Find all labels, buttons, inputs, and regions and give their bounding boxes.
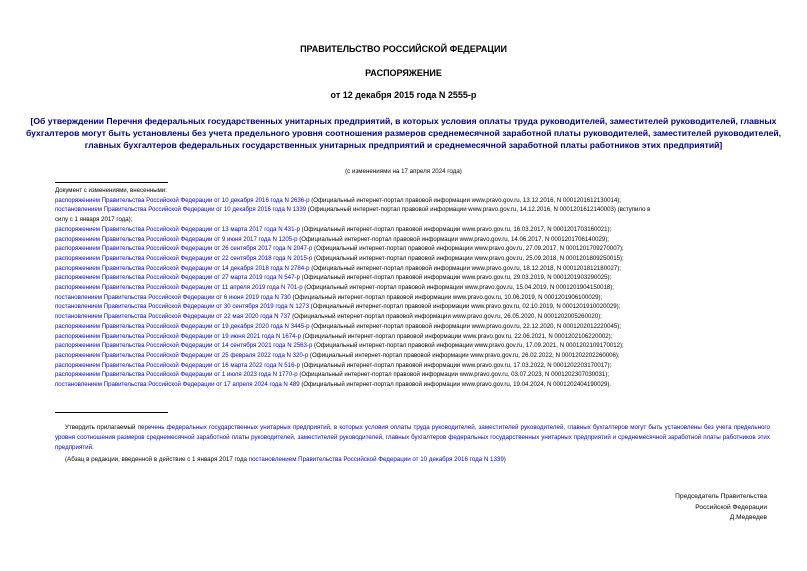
change-details: (Официальный интернет-портал правовой информации www.pravo.gov.ru, 19.04.2024, N 0001202404190029). bbox=[299, 381, 612, 389]
note-suffix: ) bbox=[503, 456, 506, 463]
change-item bbox=[55, 283, 775, 293]
change-link[interactable]: распоряжением Правительства Российской Федерации от 9 июня 2017 года N 1205-р bbox=[55, 235, 298, 243]
main-paragraph bbox=[55, 423, 770, 453]
change-link[interactable]: распоряжением Правительства Российской Федерации от 22 сентября 2018 года N 2015-р bbox=[55, 254, 313, 262]
change-item bbox=[55, 235, 775, 245]
change-item bbox=[55, 293, 775, 303]
change-details: (Официальный интернет-портал правовой информации www.pravo.gov.ru, 17.09.2021, N 0001202109170012); bbox=[312, 342, 624, 350]
change-link[interactable]: распоряжением Правительства Российской Федерации от 16 марта 2022 года N 516-р bbox=[55, 361, 300, 369]
change-link[interactable]: распоряжением Правительства Российской Федерации от 11 апреля 2019 года N 701-р bbox=[55, 284, 303, 292]
change-details: (Официальный интернет-портал правовой информации www.pravo.gov.ru, 26.02.2022, N 0001202202260006); bbox=[308, 351, 620, 359]
change-details: (Официальный интернет-портал правовой информации www.pravo.gov.ru, 26.05.2020, N 0001202005260020); bbox=[290, 313, 602, 321]
change-link[interactable]: распоряжением Правительства Российской Федерации от 26 сентября 2017 года N 2047-р bbox=[55, 245, 313, 253]
change-link[interactable]: распоряжением Правительства Российской Федерации от 1 июля 2023 года N 1770-р bbox=[55, 371, 298, 379]
change-link[interactable]: постановлением Правительства Российской Федерации от 30 сентября 2019 года N 1273 bbox=[55, 303, 309, 311]
change-link[interactable]: постановлением Правительства Российской Федерации от 22 мая 2020 года N 737 bbox=[55, 313, 291, 321]
title-suffix: ] bbox=[719, 140, 723, 150]
change-details: (Официальный интернет-портал правовой информации www.pravo.gov.ru, 02.10.2019, N 0001201910020029); bbox=[308, 303, 621, 311]
change-item bbox=[55, 302, 775, 312]
government-heading: ПРАВИТЕЛЬСТВО РОССИЙСКОЙ ФЕДЕРАЦИИ bbox=[300, 44, 507, 54]
change-item bbox=[55, 196, 775, 206]
signature-title: Председатель Правительства bbox=[675, 493, 767, 500]
revision-note: (с изменениями на 17 апреля 2024 года) bbox=[345, 168, 462, 175]
change-details: (Официальный интернет-портал правовой информации www.pravo.gov.ru, 16.03.2017, N 0001201703160021); bbox=[299, 225, 612, 233]
change-link[interactable]: распоряжением Правительства Российской Федерации от 13 марта 2017 года N 431-р bbox=[55, 225, 300, 233]
signature-org: Российской Федерации bbox=[695, 503, 767, 511]
signature-block bbox=[675, 492, 767, 524]
change-details: (Официальный интернет-портал правовой информации www.pravo.gov.ru, 22.06.2021, N 0001202106220002); bbox=[300, 332, 613, 340]
change-details: (Официальный интернет-портал правовой информации www.pravo.gov.ru, 10.06.2019, N 0001201906100029); bbox=[290, 293, 603, 301]
change-link[interactable]: постановлением Правительства Российской Федерации от 17 апреля 2024 года N 489 bbox=[55, 381, 300, 389]
change-link[interactable]: распоряжением Правительства Российской Федерации от 25 февраля 2022 года N 320-р bbox=[55, 351, 309, 359]
change-details: (Официальный интернет-портал правовой информации www.pravo.gov.ru, 18.12.2018, N 0001201812180027); bbox=[309, 264, 621, 272]
change-item bbox=[55, 341, 775, 351]
change-item bbox=[55, 380, 775, 390]
change-link[interactable]: распоряжением Правительства Российской Федерации от 14 декабря 2018 года N 2784-р bbox=[55, 264, 310, 272]
divider-top bbox=[55, 182, 168, 183]
change-details: (Официальный интернет-портал правовой информации www.pravo.gov.ru, 25.09.2018, N 0001201809250015); bbox=[312, 254, 624, 262]
change-link[interactable]: распоряжением Правительства Российской Федерации от 19 декабря 2020 года N 3445-р bbox=[55, 322, 310, 330]
document-date-number: от 12 декабря 2015 года N 2555-р bbox=[330, 90, 477, 100]
title-prefix: [Об утверждении bbox=[30, 116, 107, 126]
signature-name: Д.Медведев bbox=[729, 514, 767, 521]
change-item bbox=[55, 244, 775, 254]
change-details: (Официальный интернет-портал правовой информации www.pravo.gov.ru, 03.07.2023, N 0001202307030031); bbox=[297, 371, 610, 379]
change-item bbox=[55, 205, 775, 215]
paragraph-prefix: Утвердить прилагаемый bbox=[65, 424, 138, 431]
change-link[interactable]: постановлением Правительства Российской Федерации от 10 декабря 2016 года N 1339 bbox=[55, 206, 307, 214]
title-link[interactable]: Перечня федеральных государственных унитарных предприятий, в которых условия оплаты труда руководителей, заместителей руководителей, главных бухгалтеров могут быть установлены без учета предельного уровня соотношения размеров среднемесячной заработной платы руководителей, заместителей руководителей, главных бухгалтеров федеральных государственных унитарных предприятий и среднемесячной заработной платы работников этих предприятий bbox=[25, 116, 782, 150]
change-details: (Официальный интернет-портал правовой информации www.pravo.gov.ru, 14.12.2016, N 0001201612140003) (вступило в bbox=[306, 206, 651, 214]
change-item bbox=[55, 332, 775, 342]
change-link[interactable]: распоряжением Правительства Российской Федерации от 27 марта 2019 года N 547-р bbox=[55, 274, 300, 282]
change-details: (Официальный интернет-портал правовой информации www.pravo.gov.ru, 15.04.2019, N 0001201904150018); bbox=[302, 284, 615, 292]
change-details: (Официальный интернет-портал правовой информации www.pravo.gov.ru, 29.03.2019, N 0001201903290025); bbox=[299, 274, 612, 282]
change-item bbox=[55, 273, 775, 283]
change-details: силу с 1 января 2017 года); bbox=[55, 216, 133, 224]
change-details: (Официальный интернет-портал правовой информации www.pravo.gov.ru, 22.12.2020, N 0001202012220045); bbox=[309, 322, 621, 330]
document-body bbox=[55, 423, 770, 465]
change-link[interactable]: распоряжением Правительства Российской Федерации от 14 сентября 2021 года N 2563-р bbox=[55, 342, 313, 350]
document-title bbox=[10, 115, 797, 151]
changes-list bbox=[55, 186, 775, 390]
change-link[interactable]: постановлением Правительства Российской Федерации от 6 июня 2019 года N 730 bbox=[55, 293, 291, 301]
changes-intro: Документ с изменениями, внесенными: bbox=[55, 187, 167, 194]
change-item bbox=[55, 264, 775, 274]
change-item bbox=[55, 312, 775, 322]
change-item bbox=[55, 322, 775, 332]
divider-bottom bbox=[55, 412, 168, 413]
amendment-note bbox=[55, 455, 770, 465]
change-item bbox=[55, 351, 775, 361]
list-link[interactable]: перечень федеральных государственных унитарных предприятий, в которых условия оплаты труда руководителей, заместителей руководителей, главных бухгалтеров могут быть установлены без учета предельного уровня соотношения размеров среднемесячной заработной платы руководителей, заместителей руководителей, главных бухгалтеров федеральных государственных унитарных предприятий и среднемесячной заработной платы работников этих предприятий bbox=[55, 424, 770, 451]
change-item bbox=[55, 225, 775, 235]
document-type-heading: РАСПОРЯЖЕНИЕ bbox=[365, 68, 442, 78]
change-link[interactable]: распоряжением Правительства Российской Федерации от 19 июня 2021 года N 1674-р bbox=[55, 332, 301, 340]
change-details: (Официальный интернет-портал правовой информации www.pravo.gov.ru, 14.06.2017, N 0001201706140029); bbox=[297, 235, 609, 243]
paragraph-suffix: . bbox=[92, 444, 94, 451]
change-item bbox=[55, 215, 775, 225]
note-link[interactable]: постановлением Правительства Российской Федерации от 10 декабря 2016 года N 1339 bbox=[248, 456, 504, 463]
note-prefix: (Абзац в редакции, введенной в действие с 1 января 2017 года bbox=[65, 456, 249, 463]
change-link[interactable]: распоряжением Правительства Российской Федерации от 10 декабря 2016 года N 2636-р bbox=[55, 196, 310, 204]
change-details: (Официальный интернет-портал правовой информации www.pravo.gov.ru, 27.09.2017, N 0001201709270007); bbox=[312, 245, 624, 253]
change-item bbox=[55, 370, 775, 380]
change-details: (Официальный интернет-портал правовой информации www.pravo.gov.ru, 13.12.2016, N 0001201612130014); bbox=[309, 196, 621, 204]
change-item bbox=[55, 254, 775, 264]
change-item bbox=[55, 361, 775, 371]
change-details: (Официальный интернет-портал правовой информации www.pravo.gov.ru, 17.03.2022, N 0001202203170017); bbox=[299, 361, 612, 369]
